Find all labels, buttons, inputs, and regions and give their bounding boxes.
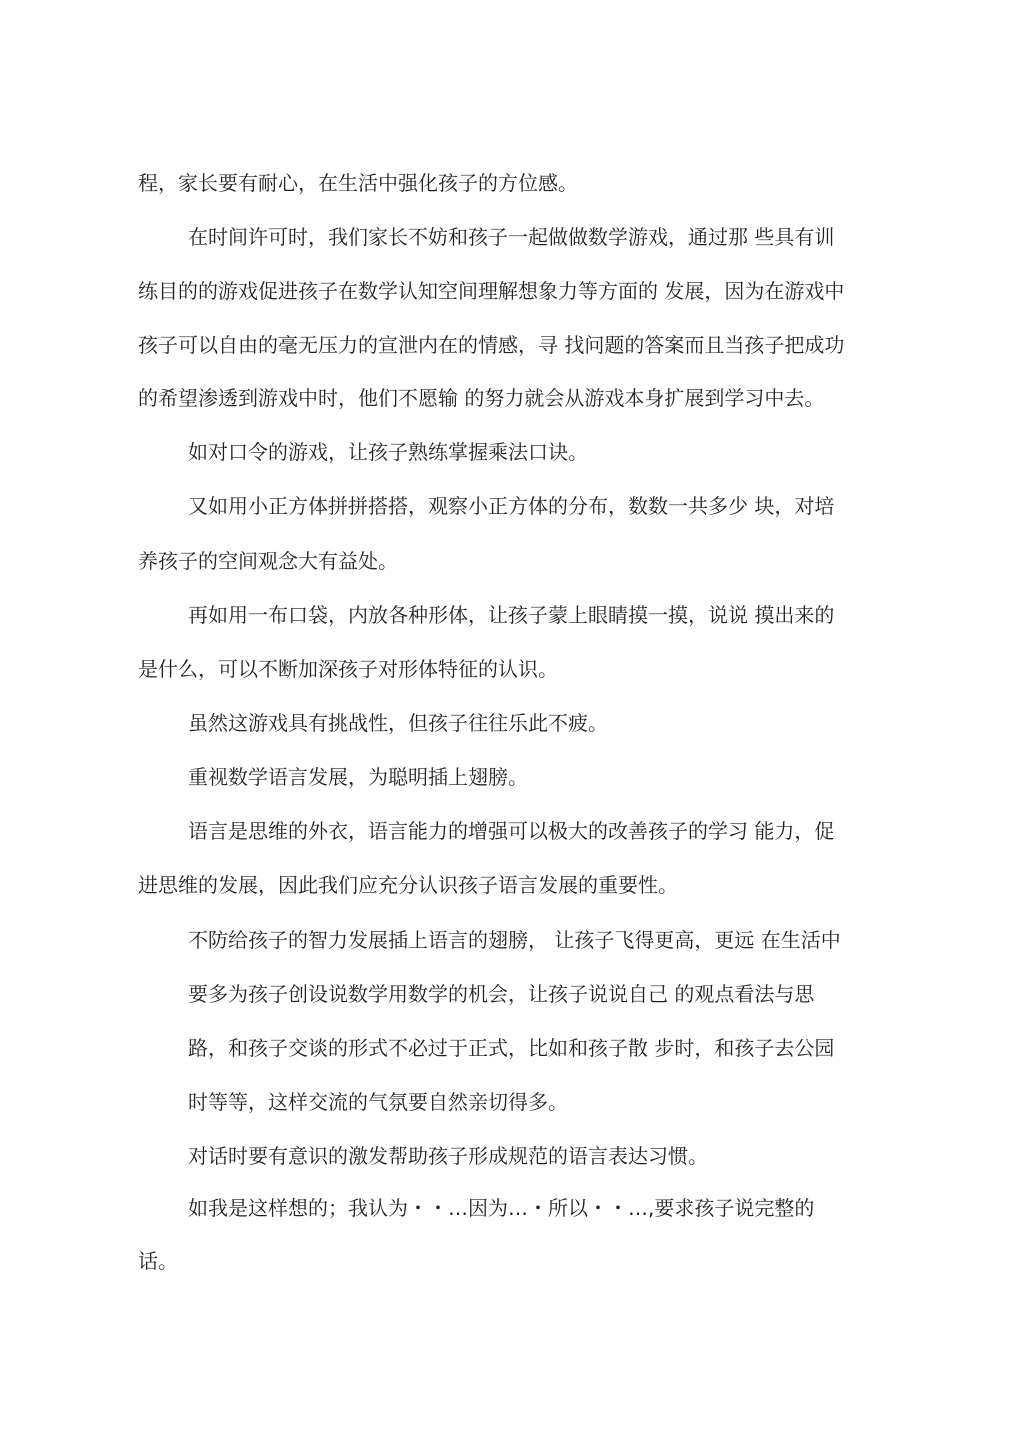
- text-line: 又如用小正方体拼拼搭搭，观察小正方体的分布，数数一共多少 块，对培: [188, 494, 835, 518]
- text-line: 养孩子的空间观念大有益处。: [138, 549, 398, 573]
- text-line: 虽然这游戏具有挑战性，但孩子往往乐此不疲。: [188, 711, 608, 735]
- text-line: 语言是思维的外衣，语言能力的增强可以极大的改善孩子的学习 能力，促: [188, 819, 835, 843]
- text-line: 如对口令的游戏，让孩子熟练掌握乘法口诀。: [188, 440, 588, 464]
- text-line: 对话时要有意识的激发帮助孩子形成规范的语言表达习惯。: [188, 1144, 708, 1168]
- text-line: 时等等，这样交流的气氛要自然亲切得多。: [188, 1090, 568, 1114]
- text-line: 的希望渗透到游戏中时，他们不愿输 的努力就会从游戏本身扩展到学习中去。: [138, 386, 825, 410]
- text-line: 孩子可以自由的毫无压力的宣泄内在的情感，寻 找问题的答案而且当孩子把成功: [138, 333, 845, 357]
- text-line: 在时间许可时，我们家长不妨和孩子一起做做数学游戏，通过那 些具有训: [188, 225, 835, 249]
- text-line: 如我是这样想的；我认为・・…因为…・所以・・…,要求孩子说完整的: [188, 1196, 815, 1220]
- text-line: 不防给孩子的智力发展插上语言的翅膀， 让孩子飞得更高，更远 在生活中: [188, 928, 841, 952]
- text-line: 话。: [138, 1249, 178, 1273]
- text-line: 再如用一布口袋，内放各种形体，让孩子蒙上眼睛摸一摸，说说 摸出来的: [188, 603, 835, 627]
- text-line: 要多为孩子创设说数学用数学的机会，让孩子说说自己 的观点看法与思: [188, 982, 815, 1006]
- text-line: 路，和孩子交谈的形式不必过于正式，比如和孩子散 步时，和孩子去公园: [188, 1036, 835, 1060]
- text-line: 是什么，可以不断加深孩子对形体特征的认识。: [138, 657, 558, 681]
- text-line: 练目的的游戏促进孩子在数学认知空间理解想象力等方面的 发展，因为在游戏中: [138, 279, 845, 303]
- text-line: 进思维的发展，因此我们应充分认识孩子语言发展的重要性。: [138, 873, 678, 897]
- text-line: 重视数学语言发展，为聪明插上翅膀。: [188, 765, 528, 789]
- text-line: 程，家长要有耐心，在生活中强化孩子的方位感。: [138, 171, 578, 195]
